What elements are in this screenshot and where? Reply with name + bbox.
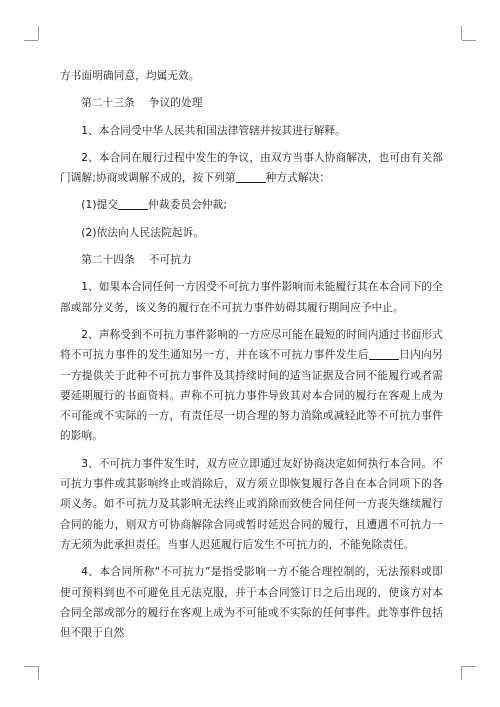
crop-mark-bottom-left-v: [38, 666, 39, 680]
article-24-title: 不可抗力: [148, 254, 192, 267]
method-number-blank: [236, 170, 266, 183]
arbitration-committee-blank: [118, 197, 148, 210]
crop-mark-top-right-h: [462, 40, 476, 41]
crop-mark-bottom-right-v: [461, 666, 462, 680]
article-24-clause-3: 3、不可抗力事件发生时，双方应立即通过友好协商决定如何执行本合同。不可抗力事件或其影响终止或消除后，双方须立即恢复履行各自在本合同项下的各项义务。如不可抗力及其影响无法终止或消除而致使合同任何一方丧失继续履行合同的能力，则双方可协商解除合同或暂时延迟合同的履行，且遭遇不可抗力一方无须为此承担责任。当事人迟延履行后发生不可抗力的，不能免除责任。: [60, 457, 443, 551]
continuation-line: 方书面明确同意，均属无效。: [60, 70, 200, 82]
article-23-clause-2-text-a: 2、本合同在履行过程中发生的争议，由双方当事人协商解决，也可由有关部门调解;协商或调解不成的，按下列第: [60, 151, 443, 185]
article-24-heading: [60, 250, 443, 270]
article-24-clause-2: [60, 325, 443, 447]
document-body: [60, 66, 443, 650]
article-23-clause-1: 1、本合同受中华人民共和国法律管辖并按其进行解释。: [81, 124, 346, 137]
article-23-title: 争议的处理: [148, 97, 203, 110]
article-23-option-1-text-a: (1)提交: [81, 199, 119, 212]
article-24-clause-2-text-b: 日内向另一方提供关于此种不可抗力事件及其持续时间的适当证据及合同不能履行或者需要延期履行的书面资料。声称不可抗力事件导致其对本合同的履行在客观上成为不可能或不实际的一方，有责任尽一切合理的努力消除或减轻此等不可抗力事件的影响。: [60, 349, 443, 443]
crop-mark-bottom-right-h: [462, 666, 476, 667]
days-blank: [369, 347, 399, 360]
article-23-number: 第二十三条: [81, 97, 135, 110]
article-23-clause-2: [60, 148, 443, 189]
article-24-number: 第二十四条: [81, 254, 135, 267]
crop-mark-top-right-v: [461, 26, 462, 40]
article-23-heading: [60, 93, 443, 113]
crop-mark-bottom-left-h: [24, 666, 38, 667]
article-23-option-1: [60, 195, 443, 215]
crop-mark-top-left-v: [38, 26, 39, 40]
crop-mark-top-left-h: [24, 40, 38, 41]
article-23-option-2: (2)依法向人民法院起诉。: [81, 226, 205, 239]
article-24-clause-4: 4、本合同所称“不可抗力”是指受影响一方不能合理控制的，无法预料或即使可预料到也不可避免且无法克服，并于本合同签订日之后出现的，使该方对本合同全部或部分的履行在客观上成为不可能或不实际的任何事件。此等事件包括但不限于自然: [60, 566, 443, 640]
article-23-option-1-text-b: 仲裁委员会仲裁;: [148, 199, 228, 212]
article-23-clause-2-text-b: 种方式解决：: [265, 172, 331, 185]
article-24-clause-2-text-a: 2、声称受到不可抗力事件影响的一方应尽可能在最短的时间内通过书面形式将不可抗力事件的发生通知另一方，并在该不可抗力事件发生后: [60, 328, 443, 362]
article-24-clause-1: 1、如果本合同任何一方因受不可抗力事件影响而未能履行其在本合同下的全部或部分义务，该义务的履行在不可抗力事件妨碍其履行期间应予中止。: [60, 281, 443, 314]
